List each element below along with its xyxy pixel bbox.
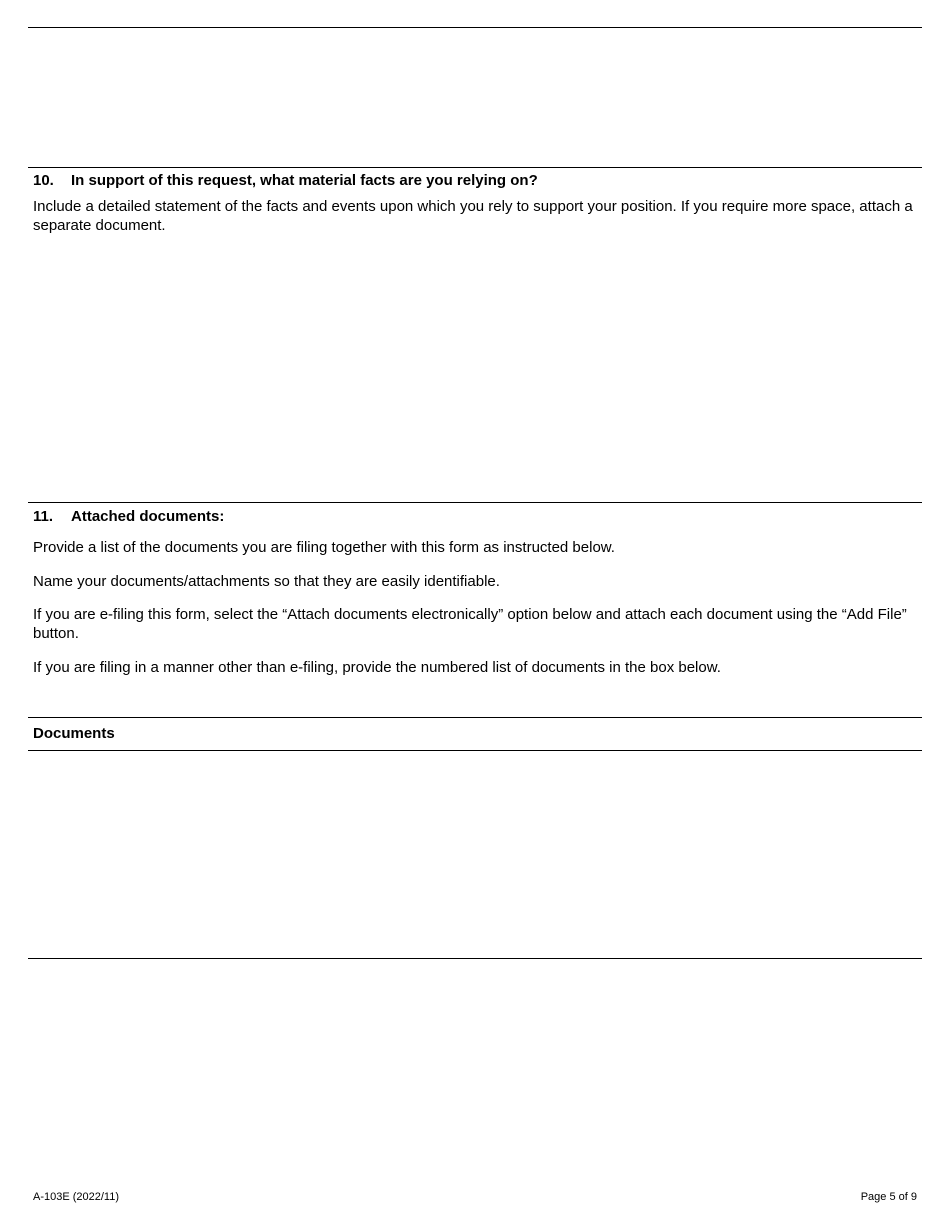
question-11-title [33,508,224,525]
question-10-title [33,172,538,189]
documents-header-divider [28,750,922,751]
question-10-instructions: Include a detailed statement of the facts and events upon which you rely to support your position. If you require more space, attach a separate document. [33,198,913,234]
documents-bottom-divider [28,958,922,959]
question-11-number: 11. [33,508,54,525]
form-id: A-103E (2022/11) [33,1191,120,1203]
material-facts-field[interactable] [28,240,922,500]
question-11-paragraph-1: Provide a list of the documents you are filing together with this form as instructed below. [33,539,615,556]
question-10-label: In support of this request, what material facts are you relying on? [71,172,538,189]
page-number: Page 5 of 9 [860,1191,917,1203]
question-11-paragraph-2: Name your documents/attachments so that they are easily identifiable. [33,573,500,590]
documents-top-divider [28,717,922,718]
question-10-number: 10. [33,172,54,189]
question-11-paragraph-4: If you are filing in a manner other than e-filing, provide the numbered list of documents in the box below. [33,659,721,676]
question-11-divider [28,502,922,503]
question-11-label: Attached documents: [71,508,225,525]
previous-answer-field[interactable] [28,29,922,166]
documents-heading: Documents [33,725,115,742]
documents-list-field[interactable] [28,752,922,956]
question-10-divider [28,167,922,168]
top-divider [28,27,922,28]
question-11-paragraph-3: If you are e-filing this form, select the “Attach documents electronically” option below and attach each document using the “Add File” button. [33,606,907,642]
